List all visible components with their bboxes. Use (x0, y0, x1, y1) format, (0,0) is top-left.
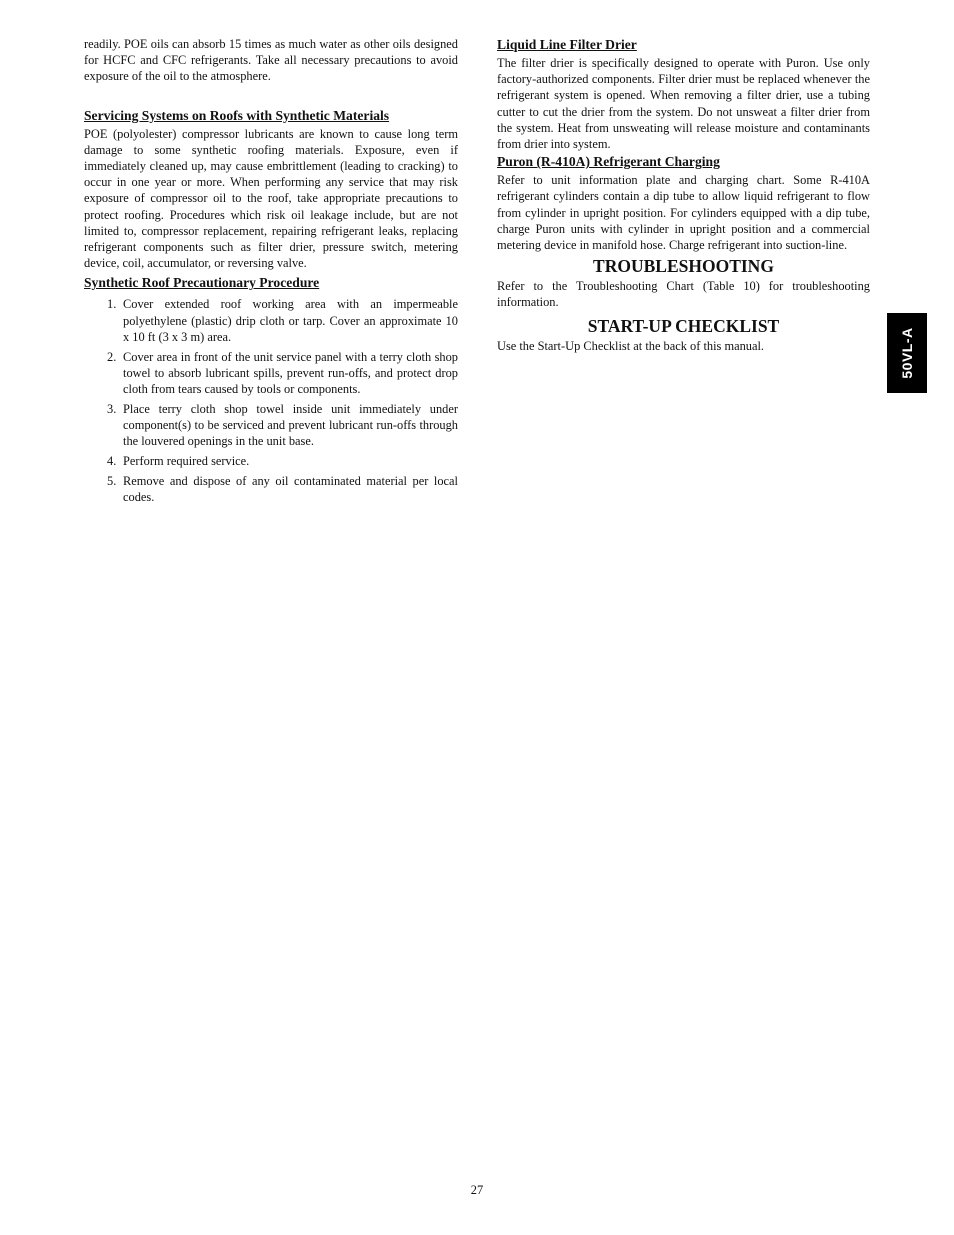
section-refrigerant-charging (497, 153, 870, 253)
procedure-step (84, 401, 458, 450)
step-number: 2. (107, 349, 117, 364)
step-number: 5. (107, 473, 117, 488)
procedure-step (84, 453, 458, 469)
section-heading-roof-procedure: Synthetic Roof Precautionary Procedure (84, 275, 320, 291)
step-text: Cover extended roof working area with an impermeable polyethylene (plastic) drip cloth or tarp. Cover an approximate 10 x 10 ft (3 x 3 m) area. (123, 297, 458, 344)
section-startup-checklist (497, 314, 870, 354)
step-text: Cover area in front of the unit service panel with a terry cloth shop towel to absorb lubricant spills, prevent run-offs, and protect drop cloth from tears caused by tools or components. (123, 349, 458, 397)
section-body-troubleshooting: Refer to the Troubleshooting Chart (Table 10) for troubleshooting information. (497, 279, 870, 310)
section-heading-filter-drier: Liquid Line Filter Drier (497, 37, 637, 52)
step-text: Place terry cloth shop towel inside unit immediately under component(s) to be serviced and prevent lubricant run-offs through the louvered openings in the unit base. (123, 401, 458, 449)
section-heading-servicing-roofs: Servicing Systems on Roofs with Synthetic Materials (84, 107, 390, 123)
section-body-servicing-roofs: POE (polyolester) compressor lubricants are known to cause long term damage to some synthetic roofing materials. Exposure, even if immediately cleaned up, may cause embrittlement (leading to cracking) to occur in one year or more. When performing any service that may risk exposure of compressor oil to the roof, take appropriate precautions to protect roofing. Procedures which risk oil leakage include, but are not limited to, compressor replacement, repairing refrigerant leaks, replacing refrigerant components such as filter drier, pressure switch, metering device, coil, accumulator, or reversing valve. (84, 126, 458, 271)
intro-paragraph: readily. POE oils can absorb 15 times as much water as other oils designed for HCFC and CFC refrigerants. Take all necessary precautions to avoid exposure of the oil to the atmosphere. (84, 37, 458, 84)
section-troubleshooting (497, 254, 870, 310)
right-column (497, 36, 870, 354)
section-filter-drier (497, 36, 870, 152)
step-number: 3. (107, 401, 117, 416)
section-heading-startup-checklist: START-UP CHECKLIST (587, 315, 780, 336)
step-text: Perform required service. (123, 454, 250, 469)
procedure-step (84, 349, 458, 398)
model-side-tab (887, 313, 927, 393)
section-body-refrigerant-charging: Refer to unit information plate and charging chart. Some R-410A refrigerant cylinders contain a dip tube to allow liquid refrigerant to flow from cylinder in upright position. For cylinders equipped with a dip tube, charge Puron units with cylinder in upright position and a commercial metering device in manifold hose. Charge refrigerant into suction-line. (497, 173, 870, 253)
section-body-filter-drier: The filter drier is specifically designed to operate with Puron. Use only factory-authorized components. Filter drier must be replaced whenever the refrigerant system is opened. When removing a filter drier, use a tubing cutter to cut the drier from the system. Do not unsweat a filter drier from the system. Heat from unsweating will release moisture and contaminants from drier into system. (497, 56, 870, 152)
model-side-tab-label: 50VL-A (899, 327, 915, 379)
procedure-step (84, 296, 458, 345)
page-number: 27 (470, 1183, 484, 1197)
step-number: 4. (107, 454, 117, 469)
section-body-startup-checklist: Use the Start-Up Checklist at the back of this manual. (497, 338, 765, 353)
section-servicing-roofs (84, 107, 458, 272)
section-heading-troubleshooting: TROUBLESHOOTING (593, 256, 774, 277)
procedure-step (84, 473, 458, 505)
section-heading-refrigerant-charging: Puron (R-410A) Refrigerant Charging (497, 154, 720, 170)
step-text: Remove and dispose of any oil contaminated material per local codes. (123, 473, 458, 505)
procedure-steps-list (84, 296, 458, 505)
left-column (84, 36, 458, 509)
step-number: 1. (107, 297, 117, 312)
section-roof-procedure (84, 274, 458, 505)
